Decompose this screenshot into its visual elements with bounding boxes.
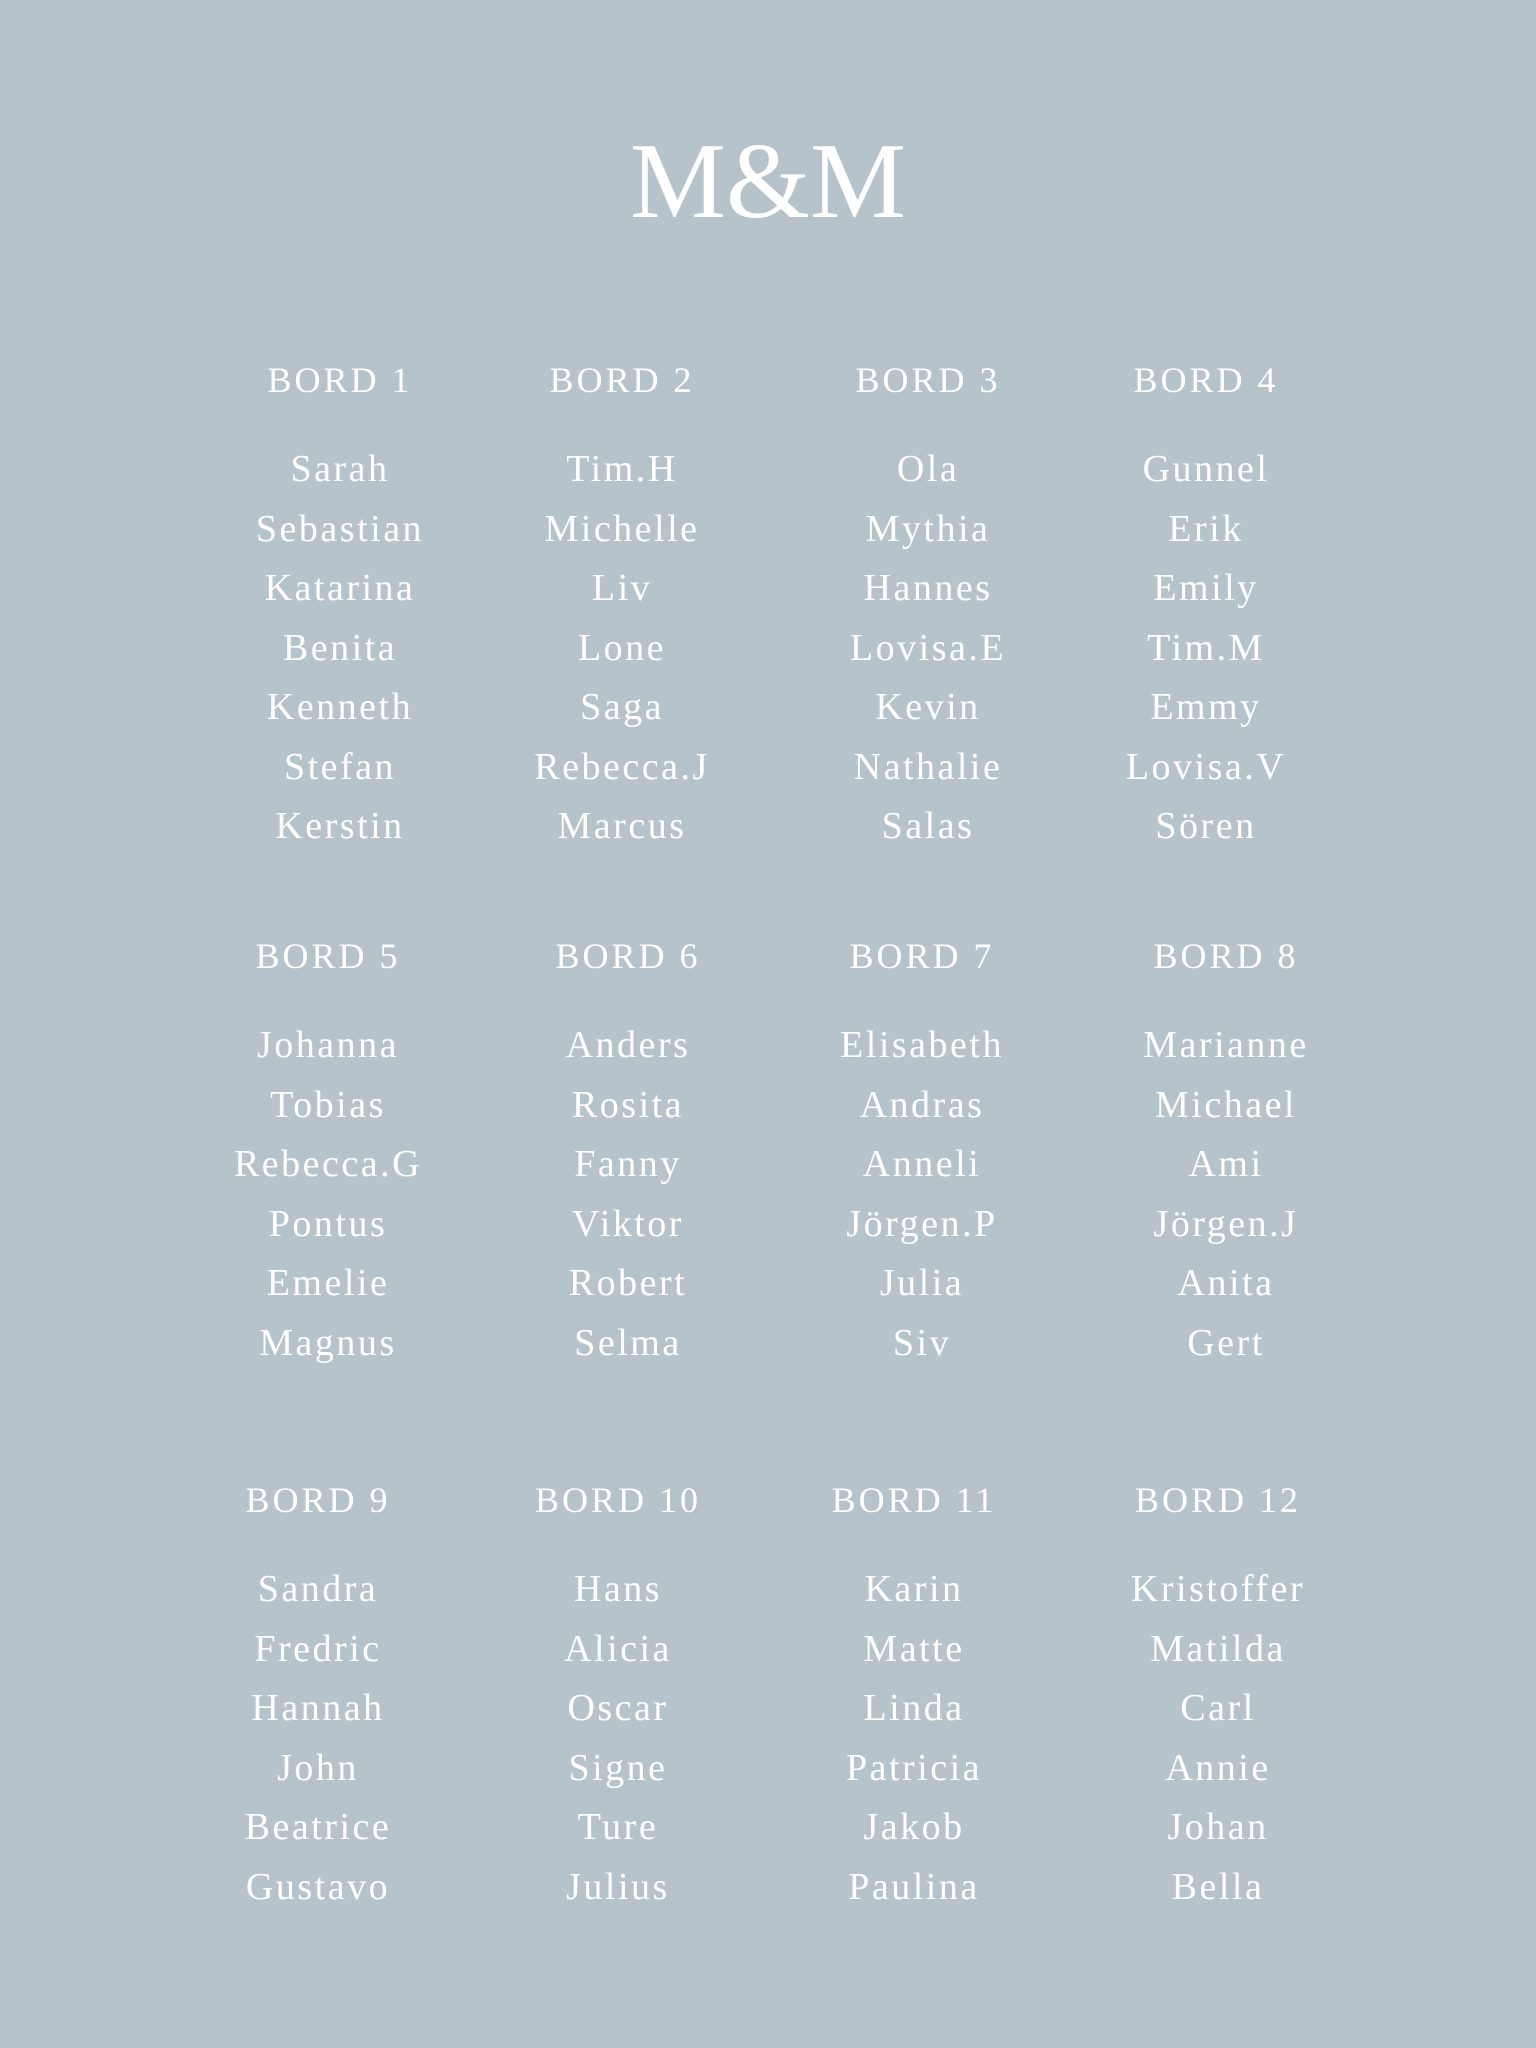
guest-name: Nathalie <box>853 745 1003 788</box>
guest-name: Hannes <box>863 567 993 609</box>
guest-name: Andras <box>859 1083 985 1126</box>
guest-name: Gunnel <box>1142 448 1270 490</box>
guest-name: Michael <box>1154 1083 1297 1126</box>
guest-name: Beatrice <box>244 1806 392 1848</box>
guest-name: Fredric <box>254 1627 382 1670</box>
table-title: BORD 4 <box>1133 360 1279 400</box>
guest-name: Anders <box>565 1024 691 1066</box>
guest-name: Carl <box>1180 1687 1256 1729</box>
guest-name: Matilda <box>1150 1627 1286 1670</box>
guest-name: Marcus <box>557 805 687 847</box>
guest-name: Sandra <box>257 1568 379 1610</box>
guest-name: Marianne <box>1143 1024 1309 1066</box>
guest-name: Selma <box>574 1321 682 1364</box>
table-title: BORD 2 <box>549 360 695 400</box>
guest-name: Jakob <box>863 1806 965 1848</box>
guest-name: Pontus <box>268 1202 388 1245</box>
guest-name: Kerstin <box>275 805 405 847</box>
guest-name: Ture <box>577 1806 659 1848</box>
table-block <box>178 938 478 1373</box>
guest-name: Linda <box>863 1687 965 1729</box>
guest-name: Ami <box>1188 1143 1264 1185</box>
guest-name: Julia <box>879 1262 965 1304</box>
guest-name: Hans <box>573 1568 663 1610</box>
guest-name: Matte <box>863 1627 965 1670</box>
guest-name: Viktor <box>572 1202 684 1245</box>
guest-name: Signe <box>568 1746 668 1789</box>
table-block <box>764 1482 1064 1917</box>
guest-name: John <box>277 1746 359 1789</box>
guest-name: Magnus <box>259 1321 397 1364</box>
guest-name: Rosita <box>571 1083 685 1126</box>
table-title: BORD 9 <box>245 1480 391 1520</box>
guest-name: Erik <box>1168 507 1244 550</box>
guest-name: Karin <box>864 1568 964 1610</box>
table-block <box>468 1482 768 1917</box>
table-title: BORD 5 <box>255 936 401 976</box>
guest-name: Siv <box>892 1321 952 1364</box>
guest-name: Katarina <box>264 567 416 609</box>
monogram-title: M&M <box>629 122 907 241</box>
guest-name: Sarah <box>290 448 390 490</box>
guest-name: Hannah <box>251 1687 385 1729</box>
guest-name: Benita <box>282 626 398 669</box>
guest-name: Johan <box>1167 1806 1269 1848</box>
guest-name: Lone <box>577 626 667 669</box>
guest-name: Emily <box>1153 567 1259 609</box>
table-title: BORD 12 <box>1134 1480 1302 1520</box>
guest-name: Alicia <box>564 1627 672 1670</box>
guest-name: Patricia <box>845 1746 983 1789</box>
guest-name: Robert <box>568 1262 688 1304</box>
guest-name: Jörgen.J <box>1153 1202 1299 1245</box>
table-block <box>778 362 1078 857</box>
guest-name: Anneli <box>862 1143 982 1185</box>
guest-name: Sebastian <box>255 507 425 550</box>
guest-name: Emelie <box>266 1262 390 1304</box>
guest-name: Julius <box>566 1865 670 1908</box>
guest-name: Gert <box>1187 1321 1265 1364</box>
guest-name: Rebecca.G <box>233 1143 423 1185</box>
guest-name: Liv <box>591 567 653 609</box>
guest-name: Kristoffer <box>1130 1568 1306 1610</box>
guest-name: Tim.M <box>1147 626 1265 669</box>
table-title: BORD 10 <box>534 1480 702 1520</box>
guest-name: Paulina <box>848 1865 980 1908</box>
guest-name: Saga <box>580 686 664 728</box>
table-block <box>472 362 772 857</box>
table-block <box>478 938 778 1373</box>
guest-name: Elisabeth <box>840 1024 1004 1066</box>
guest-name: Tim.H <box>566 448 678 490</box>
table-block <box>1068 1482 1368 1917</box>
guest-name: Bella <box>1171 1865 1265 1908</box>
guest-name: Gustavo <box>245 1865 391 1908</box>
table-block <box>1076 938 1376 1373</box>
guest-name: Anita <box>1177 1262 1275 1304</box>
table-block <box>1056 362 1356 857</box>
table-title: BORD 1 <box>267 360 413 400</box>
guest-name: Annie <box>1165 1746 1271 1789</box>
table-block <box>772 938 1072 1373</box>
guest-name: Lovisa.E <box>849 626 1007 669</box>
guest-name: Mythia <box>865 507 991 550</box>
guest-name: Ola <box>896 448 960 490</box>
guest-name: Lovisa.V <box>1125 745 1287 788</box>
guest-name: Michelle <box>544 507 700 550</box>
table-title: BORD 6 <box>555 936 701 976</box>
guest-name: Kenneth <box>266 686 414 728</box>
table-block <box>168 1482 468 1917</box>
table-title: BORD 11 <box>831 1480 997 1520</box>
guest-name: Oscar <box>567 1687 669 1729</box>
guest-name: Emmy <box>1150 686 1262 728</box>
table-title: BORD 7 <box>849 936 995 976</box>
guest-name: Tobias <box>270 1083 386 1126</box>
guest-name: Kevin <box>875 686 981 728</box>
table-title: BORD 3 <box>855 360 1001 400</box>
table-block <box>190 362 490 857</box>
guest-name: Sören <box>1155 805 1257 847</box>
table-title: BORD 8 <box>1153 936 1299 976</box>
guest-name: Rebecca.J <box>534 745 710 788</box>
guest-name: Stefan <box>283 745 397 788</box>
guest-name: Fanny <box>574 1143 682 1185</box>
guest-name: Johanna <box>256 1024 400 1066</box>
guest-name: Jörgen.P <box>846 1202 998 1245</box>
guest-name: Salas <box>881 805 975 847</box>
